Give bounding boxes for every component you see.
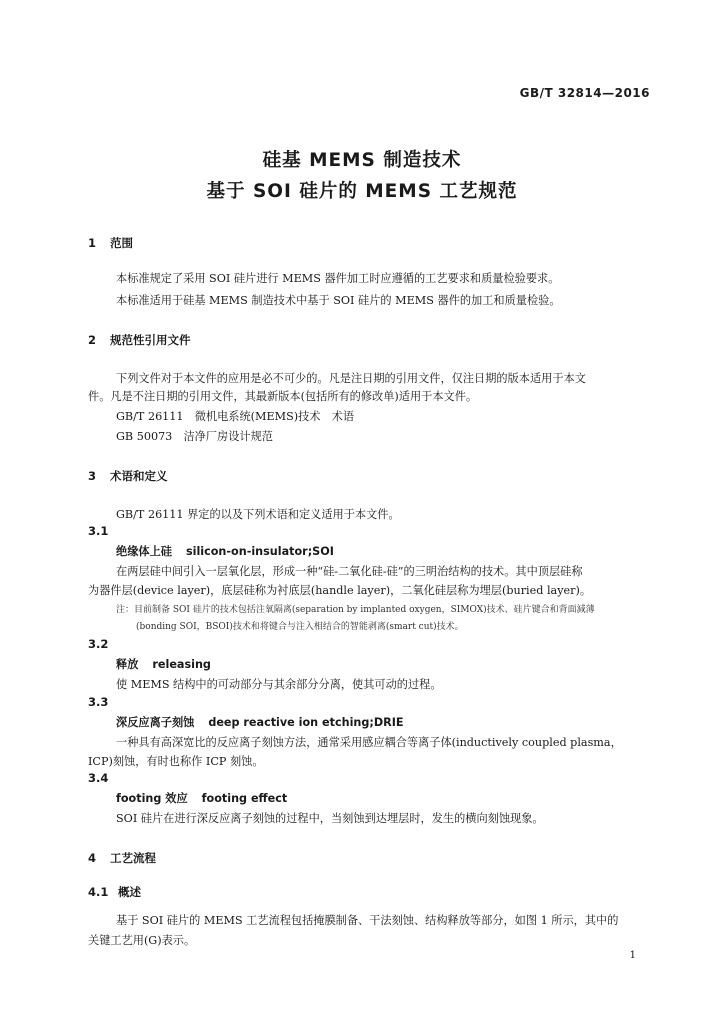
term-english: deep reactive ion etching;DRIE [208,716,404,729]
section-2-paragraph-line-2: 件。凡是不注日期的引用文件，其最新版本(包括所有的修改单)适用于本文件。 [88,390,478,403]
term-3-1-number: 3.1 [88,524,109,538]
term-3-2-definition: 使 MEMS 结构中的可动部分与其余部分分离，使其可动的过程。 [116,678,442,691]
document-title-line-2: 基于 SOI 硅片的 MEMS 工艺规范 [206,181,518,202]
term-3-3-definition-line-1: 一种具有高深宽比的反应离子刻蚀方法，通常采用感应耦合等离子体(inductively coupled plasma， [116,736,622,749]
term-chinese: 绝缘体上硅 [116,545,172,558]
term-3-1-note-line-1: 注：目前制备 SOI 硅片的技术包括注氧隔离(separation by implanted oxygen，SIMOX)技术、硅片键合和背面減薄 [116,605,595,615]
standard-code: GB/T 32814—2016 [519,86,650,100]
subsection-number: 4.1 [88,885,109,899]
section-4-1-paragraph-line-2: 关键工艺用(G)表示。 [88,934,196,947]
term-3-4-number: 3.4 [88,771,109,785]
term-3-1-note-line-2: (bonding SOI，BSOI)技术和将键合与注入相结合的智能剥离(smart cut)技术。 [136,622,464,632]
term-3-2-heading [116,656,211,672]
term-3-4-heading [116,790,287,806]
section-number: 3 [88,469,97,483]
section-title: 工艺流程 [110,851,156,865]
term-3-4-definition: SOI 硅片在进行深反应离子刻蚀的过程中，当刻蚀到达埋层时，发生的横向刻蚀现象。 [116,812,544,825]
term-chinese: footing 效应 [116,792,188,805]
term-3-1-definition-line-1: 在两层硅中间引入一层氧化层，形成一种“硅-二氧化硅-硅”的三明治结构的技术。其中顶层硅称 [116,565,583,578]
section-number: 2 [88,333,97,347]
section-4-heading [88,850,156,866]
term-3-3-heading [116,714,404,730]
section-number: 4 [88,851,97,865]
subsection-4-1-heading [88,884,141,900]
section-3-heading [88,468,168,484]
term-english: footing effect [201,792,288,805]
section-2-heading [88,332,191,348]
section-1-paragraph-1: 本标准规定了采用 SOI 硅片进行 MEMS 器件加工时应遵循的工艺要求和质量检验要求。 [116,272,560,285]
section-4-1-paragraph-line-1: 基于 SOI 硅片的 MEMS 工艺流程包括掩膜制备、干法刻蚀、结构释放等部分，如图 1 所示，其中的 [116,914,619,927]
section-title: 范围 [110,236,133,250]
section-1-paragraph-2: 本标准适用于硅基 MEMS 制造技术中基于 SOI 硅片的 MEMS 器件的加工和质量检验。 [116,294,561,307]
document-title-line-1: 硅基 MEMS 制造技术 [262,150,462,171]
section-title: 术语和定义 [110,469,168,483]
term-3-1-definition-line-2: 为器件层(device layer)，底层硅称为衬底层(handle layer)，二氧化硅层称为埋层(buried layer)。 [88,584,592,597]
subsection-title: 概述 [118,885,141,899]
term-chinese: 释放 [116,658,139,671]
section-title: 规范性引用文件 [110,333,191,347]
reference-2: GB 50073 洁净厂房设计规范 [116,430,273,443]
section-3-intro: GB/T 26111 界定的以及下列术语和定义适用于本文件。 [116,508,400,521]
term-3-3-definition-line-2: ICP)刻蚀，有时也称作 ICP 刻蚀。 [88,755,264,768]
term-3-1-heading [116,543,334,559]
term-chinese: 深反应离子刻蚀 [116,716,195,729]
reference-1: GB/T 26111 微机电系统(MEMS)技术 术语 [116,410,355,423]
term-english: releasing [152,658,211,671]
term-3-2-number: 3.2 [88,637,109,651]
term-english: silicon-on-insulator;SOI [185,545,334,558]
section-1-heading [88,235,133,251]
term-3-3-number: 3.3 [88,695,109,709]
section-number: 1 [88,236,97,250]
page-number: 1 [629,950,636,961]
section-2-paragraph-line-1: 下列文件对于本文件的应用是必不可少的。凡是注日期的引用文件，仅注日期的版本适用于本文 [116,372,586,385]
